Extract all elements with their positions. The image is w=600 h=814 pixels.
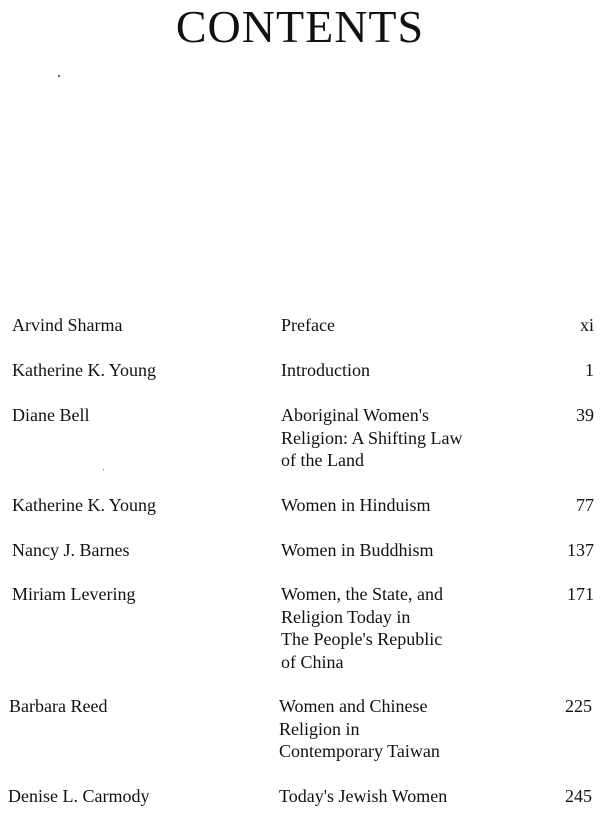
- entry-title-line: Aboriginal Women's: [281, 405, 429, 425]
- entry-title-line: Religion Today in: [281, 606, 411, 627]
- entry-title-line: Women in Hinduism: [281, 495, 431, 515]
- entry-title-line: Introduction: [281, 360, 370, 380]
- entry-author: Denise L. Carmody: [8, 786, 150, 806]
- entry-title: [281, 314, 511, 337]
- page-title: CONTENTS: [175, 1, 425, 52]
- entry-title-line: Today's Jewish Women: [279, 786, 448, 806]
- entry-title-line: of China: [281, 651, 344, 672]
- entry-author: Katherine K. Young: [12, 495, 156, 515]
- entry-author: Katherine K. Young: [12, 360, 156, 380]
- entry-page-number: 225: [565, 696, 592, 716]
- entry-title: [279, 785, 509, 808]
- entry-title: [281, 539, 511, 562]
- entry-title: [281, 359, 511, 382]
- entry-title-line: Women in Buddhism: [281, 540, 434, 560]
- entry-author: Arvind Sharma: [12, 315, 123, 335]
- entry-author: Barbara Reed: [9, 696, 108, 716]
- entry-title-line: Contemporary Taiwan: [279, 741, 440, 761]
- entry-title: [281, 404, 511, 472]
- entry-page-number: 245: [565, 786, 592, 806]
- entry-page-number: xi: [579, 315, 594, 335]
- print-speck: [58, 75, 60, 77]
- entry-page-number: 1: [585, 360, 594, 380]
- entry-title-line: The People's Republic: [281, 629, 443, 649]
- entry-author: Diane Bell: [12, 405, 90, 425]
- entry-author: Nancy J. Barnes: [12, 540, 130, 560]
- entry-author: Miriam Levering: [12, 584, 136, 604]
- entry-title-line: Women, the State, and: [281, 584, 444, 604]
- entry-page-number: 77: [576, 495, 594, 515]
- entry-page-number: 39: [576, 405, 594, 425]
- entry-title-line: Preface: [281, 315, 335, 335]
- print-speck: [103, 469, 104, 470]
- entry-title: [281, 583, 511, 673]
- entry-title-line: Women and Chinese: [279, 696, 428, 716]
- entry-title-line: of the Land: [281, 450, 364, 470]
- entry-title-line: Religion: A Shifting Law: [281, 427, 463, 448]
- entry-title-line: Religion in: [279, 718, 360, 739]
- entry-title: [279, 695, 509, 763]
- entry-page-number: 171: [567, 584, 594, 604]
- entry-title: [281, 494, 511, 517]
- entry-page-number: 137: [567, 540, 594, 560]
